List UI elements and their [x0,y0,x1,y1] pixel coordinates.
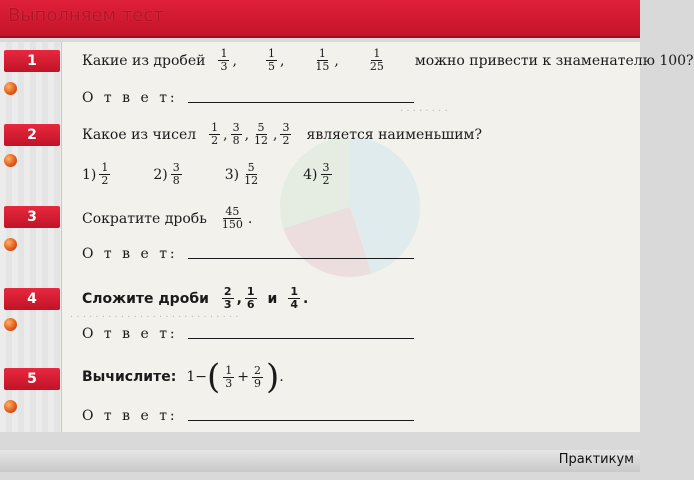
task-number-3: 3 [4,206,60,228]
answer-line-4 [82,326,414,342]
task-number-5: 5 [4,368,60,390]
task-4-question: Сложите дроби $\frac{2}{3}$ , $\frac{1}{6}$ и $\frac{1}{4}$ . [82,285,309,311]
task-number-1: 1 [4,50,60,72]
fraction: $\frac{1}{3}$ [220,47,228,73]
bleed-through-text: · · · · · · · · [400,106,448,117]
task-2-text-end: является наименьшим? [306,126,482,143]
fraction: $\frac{1}{4}$ [290,285,299,311]
task-3-question: Сократите дробь $\frac{45}{150}$ . [82,205,253,231]
option-3[interactable]: 3) $\frac{5}{12}$ [224,161,259,187]
fraction: $\frac{2}{3}$ [223,285,232,311]
bullet-dot-icon [4,318,17,331]
bleed-through-text: · · · · · · · · · · · · · · · · · · · · · · · · · · · [70,312,239,323]
footer-band [0,450,640,472]
footer [0,432,640,480]
answer-label: О т в е т: [82,246,178,262]
worksheet [0,42,694,432]
title-bar [0,0,640,38]
answer-label: О т в е т: [82,408,178,424]
page-title: Выполняем тест [8,5,164,26]
fraction: $\frac{5}{12}$ [254,121,269,147]
task-2-text: Какое из чисел [82,126,197,143]
task-3-text: Сократите дробь [82,210,207,227]
answer-line-5 [82,408,414,424]
bullet-dot-icon [4,400,17,413]
answer-label: О т в е т: [82,326,178,342]
bullet-dot-icon [4,82,17,95]
answer-underline [188,258,414,259]
answer-line-3 [82,246,414,262]
fraction: $\frac{3}{2}$ [282,121,290,147]
fraction: $\frac{1}{3}$ [225,363,233,390]
bullet-dot-icon [4,154,17,167]
plus-sign: + [237,369,249,385]
fraction: $\frac{1}{5}$ [267,47,275,73]
option-1[interactable]: 1) $\frac{1}{2}$ [82,161,109,187]
expression-one: 1− [186,369,207,385]
fraction: $\frac{1}{25}$ [369,47,384,73]
task-4-text: Сложите дроби [82,290,209,307]
answer-underline [188,338,414,339]
task-1-question: Какие из дробей $\frac{1}{3}$ , $\frac{1}{5}$ , $\frac{1}{15}$ , $\frac{1}{25}$ можно привести к знаменателю 100? [82,47,694,73]
fraction: $\frac{1}{15}$ [315,47,330,73]
fraction: $\frac{3}{8}$ [232,121,240,147]
task-number-4: 4 [4,288,60,310]
task-1-text: Какие из дробей [82,52,206,69]
task-2-options [82,162,375,187]
answer-label: О т в е т: [82,90,178,106]
fraction: $\frac{1}{6}$ [246,285,255,311]
fraction: $\frac{1}{2}$ [211,121,219,147]
and-word: и [267,290,278,307]
answer-underline [188,420,414,421]
answer-line-1 [82,90,414,106]
footer-label: Практикум [558,452,634,467]
fraction: $\frac{45}{150}$ [221,205,243,231]
task-5-text: Вычислите: [82,369,177,385]
bullet-dot-icon [4,238,17,251]
task-number-2: 2 [4,124,60,146]
task-5-question: Вычислите: 1− ( $\frac{1}{3}$ + $\frac{2}{9}$ ) . [82,357,284,397]
option-2[interactable]: 2) $\frac{3}{8}$ [153,161,180,187]
fraction: $\frac{2}{9}$ [253,363,261,390]
option-4[interactable]: 4) $\frac{3}{2}$ [303,161,330,187]
answer-underline [188,102,414,103]
task-1-text-end: можно привести к знаменателю 100? [414,52,694,69]
task-2-question: Какое из чисел $\frac{1}{2}$ , $\frac{3}{8}$ , $\frac{5}{12}$ , $\frac{3}{2}$ является наименьшим? [82,121,482,147]
